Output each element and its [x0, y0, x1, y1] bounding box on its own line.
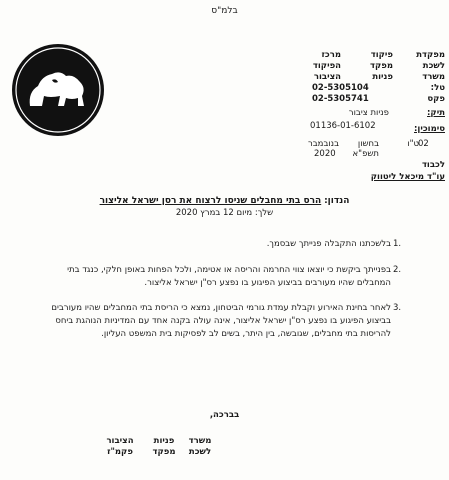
paragraph-2: .2 בפנייתך ביקשת כי יוצאו צווי החרמה והריסה או אטימה, ולכל הפחות באופן חלקי, כנגד בתי המחבלים שהיו מעורבים בביצוע הפיגוע בו נפצע רס"ן ישראל אליצור. — [67, 265, 402, 288]
paragraph-1: .1 בלשכתנו התקבלה פנייתך שבסמך. — [266, 239, 402, 249]
signature-col-right: משרד לשכת — [188, 436, 212, 457]
subject-line: הנדון: הרס בתי מחבלים שניסו לרצוח את רסן ישראל אליצור — [99, 196, 350, 206]
header-col-mid: פיקוד מפקד פניות — [370, 50, 393, 82]
fax-number: 02-5305741 — [312, 94, 369, 104]
header-col-right: מפקדת לשכת משרד טל: פקס — [416, 50, 445, 104]
greg-day: 02 — [418, 139, 429, 149]
reference-label: סימוכין: — [414, 124, 445, 134]
classification-mark: בלמ"ס — [211, 6, 238, 16]
subject-reference: שלך: מיום 12 במרץ 2020 — [175, 208, 274, 218]
hebrew-date: ט"ו — [407, 139, 419, 149]
file-label: תיק: — [427, 108, 445, 118]
reference-number: 01136-01-6102 — [310, 121, 376, 131]
addressee-name: עו"ד מיכאל ליטווק — [370, 172, 445, 182]
lion-emblem-icon — [8, 40, 108, 140]
paragraph-3: .3 לאחר בחינת האירוע וקבלת עמדת גורמי הביטחון, נמצא כי הריסת בתי המחבלים שהיו מעורבים בביצוע הפיגוע בו נפצע רס"ן ישראל אליצור, אינה עולה בקנה אחד עם המדיניות הנוהגת ביחס להריסות בתי מחבלים, שגובשה, בין היתר, בשים לב לפסיקות בית המשפט העליון. — [51, 303, 402, 339]
greg-year: 2020 — [314, 149, 336, 159]
department: פניות ציבור — [348, 108, 389, 118]
phone-number: 02-5305104 — [312, 83, 369, 93]
signature-col-mid: פניות מפקד — [152, 436, 176, 457]
to-label: לכבוד — [421, 160, 445, 170]
greg-month: בנובמבר — [307, 139, 339, 149]
header-col-left: מרכז הפיקוד הציבור — [312, 50, 341, 82]
signature-col-left: הציבור פקמ"ז — [106, 436, 134, 457]
hebrew-month: בחשון תשפ"א — [352, 139, 379, 159]
closing: בברכה, — [209, 410, 240, 420]
